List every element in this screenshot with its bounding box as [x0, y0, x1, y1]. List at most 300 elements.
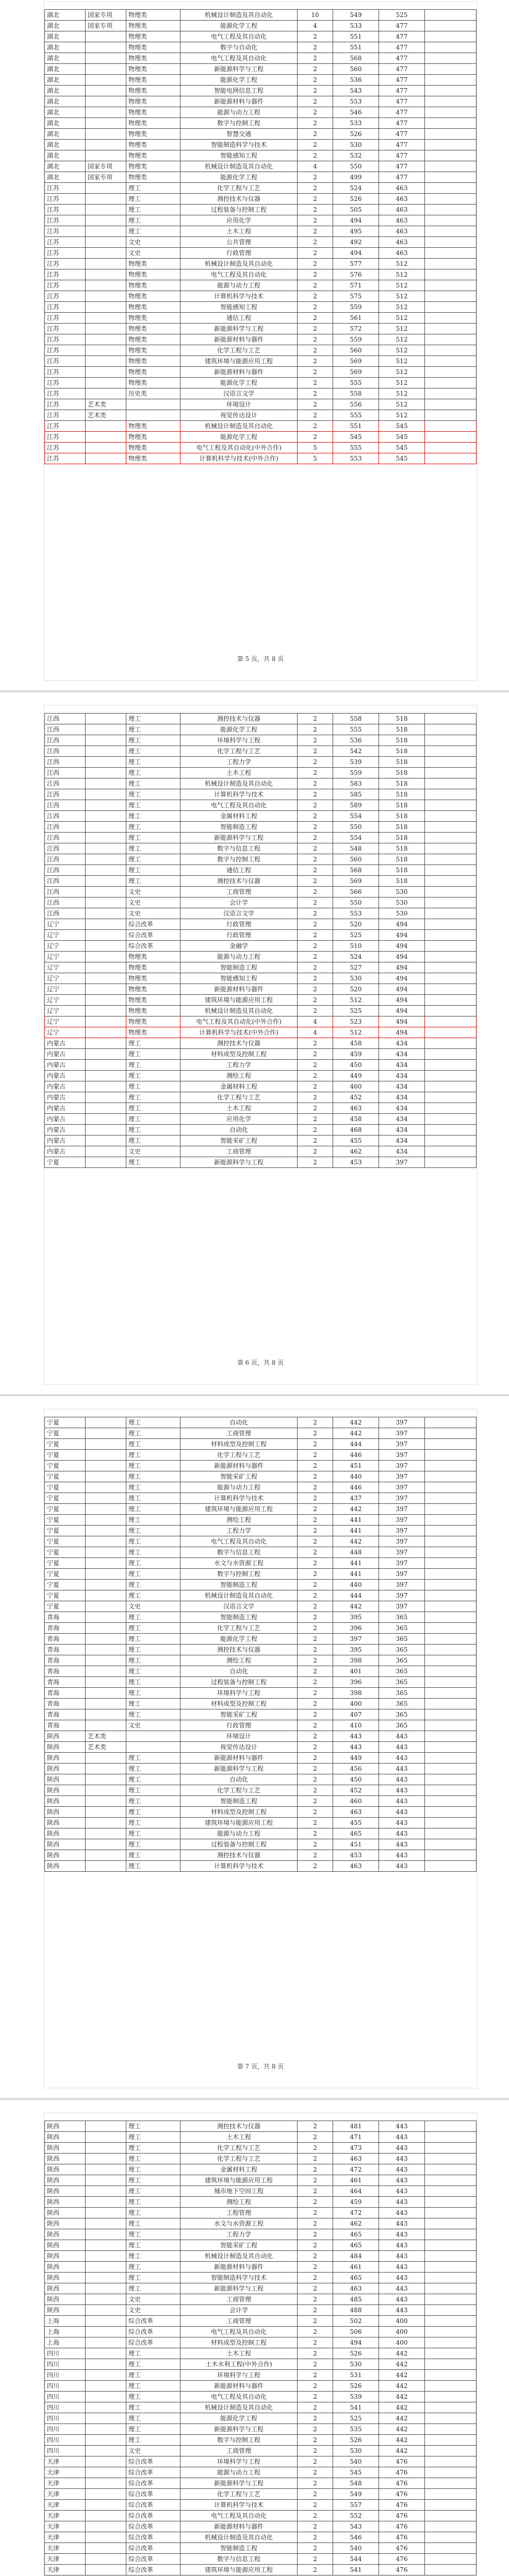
- table-cell: 443: [379, 1796, 425, 1807]
- table-cell: 理工: [126, 1092, 180, 1103]
- table-cell: [86, 1515, 126, 1526]
- table-cell: [86, 2565, 126, 2575]
- table-cell: 四川: [45, 2402, 86, 2413]
- table-cell: [86, 356, 126, 367]
- table-cell: [86, 1580, 126, 1590]
- table-cell: 533: [333, 21, 379, 31]
- table-row: [45, 2392, 477, 2402]
- table-cell: 477: [379, 86, 425, 96]
- table-row: [45, 1612, 477, 1623]
- table-cell: 494: [379, 1027, 425, 1038]
- table-cell: 湖北: [45, 86, 86, 96]
- table-cell: 2: [298, 854, 333, 865]
- table-cell: 机械设计制造及其自动化: [180, 2251, 298, 2262]
- table-cell: [86, 1612, 126, 1623]
- table-cell: 365: [379, 1677, 425, 1688]
- table-cell: 金属材料工程: [180, 1081, 298, 1092]
- table-cell: 512: [379, 399, 425, 410]
- table-cell: 545: [379, 443, 425, 453]
- table-cell: 2: [298, 1764, 333, 1774]
- table-cell-empty: [425, 2305, 477, 2316]
- table-cell: 576: [333, 269, 379, 280]
- table-cell: 湖北: [45, 107, 86, 118]
- table-cell: 2: [298, 1580, 333, 1590]
- table-cell: 化学工程与工艺: [180, 1092, 298, 1103]
- table-row: [45, 1103, 477, 1114]
- table-cell-empty: [425, 1547, 477, 1558]
- table-cell: 512: [333, 1027, 379, 1038]
- table-cell: [86, 64, 126, 75]
- table-row: [45, 107, 477, 118]
- table-cell: 新能源材料与器件: [180, 984, 298, 995]
- table-cell: 2: [298, 2154, 333, 2164]
- table-cell-empty: [425, 1634, 477, 1645]
- table-cell-empty: [425, 2337, 477, 2348]
- table-row: [45, 75, 477, 86]
- table-cell-empty: [425, 887, 477, 897]
- table-row: [45, 64, 477, 75]
- table-cell: 548: [333, 2478, 379, 2489]
- table-cell: [86, 2402, 126, 2413]
- table-cell: 过程装备与控制工程: [180, 1677, 298, 1688]
- table-cell: 理工: [126, 843, 180, 854]
- table-cell: 2: [298, 1655, 333, 1666]
- table-cell: 物理类: [126, 150, 180, 161]
- table-cell: 内蒙古: [45, 1081, 86, 1092]
- table-cell-empty: [425, 1439, 477, 1450]
- table-row: [45, 2456, 477, 2467]
- table-cell: 397: [379, 1439, 425, 1450]
- table-cell: 2: [298, 399, 333, 410]
- table-cell: 综合改革: [126, 2327, 180, 2337]
- table-cell: 2: [298, 2143, 333, 2154]
- table-cell: 536: [333, 735, 379, 746]
- table-cell: 443: [379, 1753, 425, 1764]
- table-cell: 青海: [45, 1677, 86, 1688]
- table-cell: 446: [333, 1482, 379, 1493]
- table-row: [45, 1828, 477, 1839]
- table-cell: [86, 930, 126, 941]
- table-cell: 天津: [45, 2456, 86, 2467]
- table-cell: 江西: [45, 746, 86, 757]
- table-cell: 物理类: [126, 86, 180, 96]
- table-cell: 484: [333, 2251, 379, 2262]
- table-cell: [86, 2175, 126, 2186]
- table-cell: 2: [298, 1439, 333, 1450]
- table-cell: 465: [333, 2273, 379, 2283]
- table-cell: 2: [298, 2521, 333, 2532]
- table-cell: 473: [333, 2143, 379, 2154]
- table-cell: 辽宁: [45, 1016, 86, 1027]
- table-cell: 理工: [126, 1081, 180, 1092]
- table-cell: 综合改革: [126, 941, 180, 952]
- table-cell: 2: [298, 2554, 333, 2565]
- table-row: [45, 1125, 477, 1136]
- table-cell: [86, 1677, 126, 1688]
- table-cell: 视觉传达设计: [180, 1742, 298, 1753]
- table-cell: 智慧交通: [180, 129, 298, 140]
- table-cell: 新能源科学与工程: [180, 324, 298, 334]
- table-cell: 环境设计: [180, 1731, 298, 1742]
- table-cell: [86, 822, 126, 833]
- table-cell: [86, 1114, 126, 1125]
- table-cell: [86, 2262, 126, 2273]
- table-cell: 365: [379, 1655, 425, 1666]
- table-cell: 476: [379, 2511, 425, 2521]
- table-cell: 艺术类: [86, 1742, 126, 1753]
- table-cell: 512: [379, 291, 425, 302]
- table-cell: 449: [333, 1071, 379, 1081]
- table-cell: 湖北: [45, 10, 86, 21]
- table-cell: 443: [333, 1731, 379, 1742]
- table-cell: 文史: [126, 2305, 180, 2316]
- table-cell-empty: [425, 724, 477, 735]
- table-row: [45, 215, 477, 226]
- table-cell: 新能源材料与器件: [180, 1753, 298, 1764]
- table-cell: 2: [298, 75, 333, 86]
- table-cell: 宁夏: [45, 1536, 86, 1547]
- table-cell: 江苏: [45, 443, 86, 453]
- table-cell-empty: [425, 876, 477, 887]
- table-row: [45, 2511, 477, 2521]
- table-row: [45, 2197, 477, 2208]
- table-cell: [86, 1774, 126, 1785]
- table-cell: 512: [379, 302, 425, 313]
- table-cell: 461: [333, 2262, 379, 2273]
- table-cell: 2: [298, 324, 333, 334]
- table-cell: [86, 1081, 126, 1092]
- table-cell: 495: [333, 226, 379, 237]
- table-row: [45, 2218, 477, 2229]
- table-cell: 452: [333, 1785, 379, 1796]
- table-cell: 502: [333, 2316, 379, 2327]
- table-cell-empty: [425, 291, 477, 302]
- table-cell: 理工: [126, 215, 180, 226]
- table-cell: 541: [333, 2402, 379, 2413]
- table-cell: 443: [379, 2305, 425, 2316]
- table-cell-empty: [425, 356, 477, 367]
- table-cell: 443: [379, 2229, 425, 2240]
- table-cell: 2: [298, 2392, 333, 2402]
- table-cell: 金属材料工程: [180, 2164, 298, 2175]
- table-cell-empty: [425, 1731, 477, 1742]
- table-cell: 569: [333, 367, 379, 378]
- table-cell: 443: [379, 1818, 425, 1828]
- table-cell: 365: [379, 1699, 425, 1709]
- table-cell: 物理类: [126, 1006, 180, 1016]
- table-cell: 江苏: [45, 367, 86, 378]
- table-cell: 397: [333, 1634, 379, 1645]
- table-cell: 533: [333, 118, 379, 129]
- table-cell: 2: [298, 2229, 333, 2240]
- table-cell: 四川: [45, 2392, 86, 2402]
- table-cell: 数字与信息工程: [180, 2554, 298, 2565]
- table-cell-empty: [425, 800, 477, 811]
- table-cell: 518: [379, 746, 425, 757]
- table-row: [45, 2370, 477, 2381]
- table-cell-empty: [425, 2316, 477, 2327]
- table-row: [45, 259, 477, 269]
- table-cell: 2: [298, 1839, 333, 1850]
- table-cell: [86, 876, 126, 887]
- table-cell: 环境科学与工程: [180, 2370, 298, 2381]
- table-cell: 477: [379, 53, 425, 64]
- table-cell: 陕西: [45, 1764, 86, 1774]
- table-cell: [86, 226, 126, 237]
- table-cell: 化学工程与工艺: [180, 345, 298, 356]
- table-cell: 553: [333, 453, 379, 464]
- table-cell: [86, 1461, 126, 1471]
- table-cell: 理工: [126, 1493, 180, 1504]
- table-cell: [86, 1027, 126, 1038]
- table-cell: [126, 399, 180, 410]
- table-cell: 新能源材料与器件: [180, 2521, 298, 2532]
- page-footer: 第 6 页，共 8 页: [237, 1359, 284, 1366]
- table-cell: 397: [379, 1482, 425, 1493]
- table-cell: 396: [333, 1623, 379, 1634]
- table-row: [45, 1850, 477, 1861]
- table-cell: 444: [333, 1590, 379, 1601]
- table-row: [45, 1016, 477, 1027]
- table-cell: 2: [298, 1471, 333, 1482]
- table-row: [45, 345, 477, 356]
- table-cell: 2: [298, 1623, 333, 1634]
- table-cell: 477: [379, 21, 425, 31]
- table-cell: 443: [379, 1764, 425, 1774]
- table-cell: 2: [298, 1569, 333, 1580]
- table-cell: [86, 75, 126, 86]
- table-cell-empty: [425, 2218, 477, 2229]
- table-row: [45, 1699, 477, 1709]
- table-cell: 2: [298, 2435, 333, 2446]
- table-cell: 四川: [45, 2370, 86, 2381]
- table-cell: 江苏: [45, 388, 86, 399]
- table-cell: 理工: [126, 811, 180, 822]
- table-cell: [86, 1688, 126, 1699]
- table-cell: 2: [298, 746, 333, 757]
- table-cell: 2: [298, 2316, 333, 2327]
- table-cell: 2: [298, 778, 333, 789]
- table-cell: 2: [298, 2402, 333, 2413]
- table-cell: 442: [379, 2446, 425, 2456]
- table-cell: 442: [379, 2413, 425, 2424]
- table-cell: 476: [379, 2532, 425, 2543]
- table-cell: 2: [298, 334, 333, 345]
- table-cell: 468: [333, 1125, 379, 1136]
- table-cell: 2: [298, 388, 333, 399]
- table-cell-empty: [425, 378, 477, 388]
- table-cell: 工商管理: [180, 2316, 298, 2327]
- table-cell: 理工: [126, 746, 180, 757]
- table-cell: 530: [379, 908, 425, 919]
- table-cell: 理工: [126, 1450, 180, 1461]
- table-cell: 481: [333, 2121, 379, 2132]
- table-cell: 湖北: [45, 150, 86, 161]
- table-cell: [86, 1439, 126, 1450]
- table-cell: 理工: [126, 757, 180, 768]
- table-cell-empty: [425, 31, 477, 42]
- table-cell: 476: [379, 2543, 425, 2554]
- table-cell: 环境科学与工程: [180, 1688, 298, 1699]
- table-cell: 陕西: [45, 2218, 86, 2229]
- table-cell: 494: [379, 930, 425, 941]
- table-cell: 辽宁: [45, 930, 86, 941]
- table-cell: 理工: [126, 2273, 180, 2283]
- table-cell: [86, 2543, 126, 2554]
- table-cell: [86, 1146, 126, 1157]
- table-cell: 机械设计制造及其自动化: [180, 259, 298, 269]
- table-cell: 理工: [126, 1688, 180, 1699]
- table-cell: 2: [298, 53, 333, 64]
- table-cell: 理工: [126, 1828, 180, 1839]
- table-cell: 2: [298, 930, 333, 941]
- table-cell: 金融学: [180, 941, 298, 952]
- table-cell: 459: [333, 1049, 379, 1060]
- table-cell: 四川: [45, 2435, 86, 2446]
- table-row: [45, 2154, 477, 2164]
- table-cell-empty: [425, 1839, 477, 1850]
- table-cell: 2: [298, 1742, 333, 1753]
- table-cell-empty: [425, 2543, 477, 2554]
- table-cell-empty: [425, 1612, 477, 1623]
- table-row: [45, 887, 477, 897]
- table-cell: 2: [298, 2532, 333, 2543]
- table-cell: 558: [333, 388, 379, 399]
- table-cell: 589: [333, 800, 379, 811]
- table-row: [45, 291, 477, 302]
- table-cell: 485: [333, 2294, 379, 2305]
- table-cell: 465: [333, 2240, 379, 2251]
- table-cell: [86, 2467, 126, 2478]
- table-cell-empty: [425, 334, 477, 345]
- table-cell: 494: [379, 962, 425, 973]
- table-cell: 理工: [126, 1677, 180, 1688]
- table-cell-empty: [425, 2283, 477, 2294]
- table-cell: 理工: [126, 1623, 180, 1634]
- table-row: [45, 388, 477, 399]
- table-cell: 理工: [126, 2392, 180, 2402]
- table-cell: 2: [298, 1493, 333, 1504]
- table-cell: 2: [298, 1038, 333, 1049]
- table-cell: [86, 2337, 126, 2348]
- table-cell: [86, 2121, 126, 2132]
- table-cell: 450: [333, 1060, 379, 1071]
- table-row: [45, 2424, 477, 2435]
- table-cell: 物理类: [126, 21, 180, 31]
- table-cell: 四川: [45, 2424, 86, 2435]
- table-row: [45, 2186, 477, 2197]
- table-cell: [86, 1482, 126, 1493]
- table-cell: 2: [298, 1157, 333, 1168]
- table-cell: 物理类: [126, 453, 180, 464]
- table-cell-empty: [425, 410, 477, 421]
- table-cell: 4: [298, 161, 333, 172]
- table-cell-empty: [425, 172, 477, 183]
- table-cell: 新能源科学与工程: [180, 2283, 298, 2294]
- table-cell-empty: [425, 1146, 477, 1157]
- table-cell: 理工: [126, 1785, 180, 1796]
- table-cell: 526: [333, 2435, 379, 2446]
- table-row: [45, 2316, 477, 2327]
- table-cell: 理工: [126, 1136, 180, 1146]
- table-cell: 机械设计制造及其自动化: [180, 421, 298, 432]
- table-cell: 2: [298, 2208, 333, 2218]
- table-row: [45, 2132, 477, 2143]
- table-cell: 494: [333, 2337, 379, 2348]
- table-row: [45, 1428, 477, 1439]
- table-row: [45, 1558, 477, 1569]
- table-cell-empty: [425, 1764, 477, 1774]
- table-cell: 江苏: [45, 453, 86, 464]
- table-cell: 宁夏: [45, 1601, 86, 1612]
- table-cell: 397: [379, 1526, 425, 1536]
- table-cell: 数字与控制工程: [180, 118, 298, 129]
- table-cell: 556: [333, 399, 379, 410]
- table-cell-empty: [425, 161, 477, 172]
- table-cell: 数字与信息工程: [180, 1547, 298, 1558]
- table-cell-empty: [425, 1796, 477, 1807]
- table-cell: 电气工程及其自动化: [180, 2327, 298, 2337]
- table-cell: 524: [333, 183, 379, 194]
- table-row: [45, 2229, 477, 2240]
- table-cell-empty: [425, 1471, 477, 1482]
- table-cell: 陕西: [45, 1774, 86, 1785]
- table-cell: 477: [379, 64, 425, 75]
- table-cell-empty: [425, 843, 477, 854]
- table-cell: 2: [298, 248, 333, 259]
- table-cell: 计算机科学与技术(中外合作): [180, 1027, 298, 1038]
- table-row: [45, 778, 477, 789]
- table-cell: 569: [333, 876, 379, 887]
- table-row: [45, 822, 477, 833]
- table-cell: 测控技术与仪器: [180, 1645, 298, 1655]
- table-row: [45, 118, 477, 129]
- table-cell: [86, 1504, 126, 1515]
- table-cell: [86, 2446, 126, 2456]
- table-cell: 365: [379, 1623, 425, 1634]
- table-cell: [86, 919, 126, 930]
- table-cell: 新能源科学与工程: [180, 1764, 298, 1774]
- table-cell: 电气工程及其自动化: [180, 800, 298, 811]
- table-cell: 2: [298, 1006, 333, 1016]
- table-row: [45, 10, 477, 21]
- table-cell: 494: [379, 941, 425, 952]
- table-cell: [86, 1569, 126, 1580]
- table-cell: 442: [379, 2402, 425, 2413]
- table-row: [45, 2500, 477, 2511]
- table-row: [45, 86, 477, 96]
- table-row: [45, 1482, 477, 1493]
- table-cell: 天津: [45, 2500, 86, 2511]
- table-row: [45, 378, 477, 388]
- table-cell: 2: [298, 2370, 333, 2381]
- table-cell: 2: [298, 1461, 333, 1471]
- table-cell: 518: [379, 822, 425, 833]
- table-cell: 2: [298, 129, 333, 140]
- table-cell: 2: [298, 887, 333, 897]
- table-cell-empty: [425, 768, 477, 778]
- table-cell: [86, 1623, 126, 1634]
- table-cell-empty: [425, 1590, 477, 1601]
- table-cell: 526: [333, 129, 379, 140]
- admission-score-table: [44, 713, 477, 1168]
- table-cell: [86, 280, 126, 291]
- table-row: [45, 2435, 477, 2446]
- table-cell: 518: [379, 843, 425, 854]
- table-cell: 理工: [126, 2208, 180, 2218]
- table-cell: 2: [298, 172, 333, 183]
- table-cell: 新能源材料与器件: [180, 334, 298, 345]
